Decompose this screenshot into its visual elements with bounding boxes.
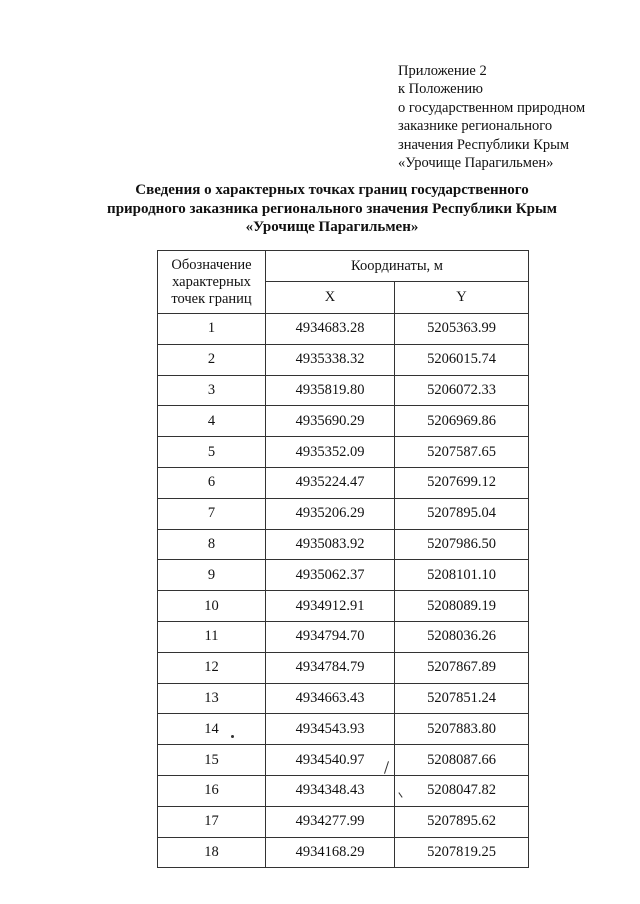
y-coordinate-cell: 5207895.04 [395,498,529,529]
table-row [158,498,529,529]
point-number-cell: 14 [158,714,266,745]
point-number-cell: 16 [158,775,266,806]
appendix-line: заказнике регионального [398,118,553,135]
y-coordinate-cell: 5208036.26 [395,621,529,652]
x-coordinate-cell: 4934683.28 [266,314,395,345]
y-coordinate-cell: 5208101.10 [395,560,529,591]
point-number-cell: 17 [158,806,266,837]
y-coordinate-cell: 5207986.50 [395,529,529,560]
x-coordinate-cell: 4934543.93 [266,714,395,745]
x-coordinate-cell: 4934540.97 [266,745,395,776]
table-row [158,314,529,345]
point-number-cell: 9 [158,560,266,591]
table-body [158,314,529,868]
y-coordinate-cell: 5208087.66 [395,745,529,776]
point-number-cell: 18 [158,837,266,868]
y-coordinate-cell: 5207867.89 [395,652,529,683]
x-coordinate-cell: 4934663.43 [266,683,395,714]
y-coordinate-cell: 5208047.82 [395,775,529,806]
x-coordinate-cell: 4935062.37 [266,560,395,591]
table-row [158,437,529,468]
x-coordinate-cell: 4935819.80 [266,375,395,406]
table-row [158,406,529,437]
table-row [158,714,529,745]
x-coordinate-cell: 4934912.91 [266,591,395,622]
point-number-cell: 15 [158,745,266,776]
x-header: X [266,282,395,314]
appendix-line: Приложение 2 [398,63,487,79]
table-row [158,775,529,806]
table-row [158,837,529,868]
appendix-line: «Урочище Парагильмен» [398,155,554,172]
x-coordinate-cell: 4935224.47 [266,467,395,498]
scan-speck [231,735,234,738]
table-row [158,652,529,683]
appendix-line: значения Республики Крым [398,136,570,153]
table-row [158,591,529,622]
x-coordinate-cell: 4934784.79 [266,652,395,683]
x-coordinate-cell: 4935352.09 [266,437,395,468]
table-row [158,529,529,560]
point-number-cell: 4 [158,406,266,437]
x-coordinate-cell: 4935206.29 [266,498,395,529]
document-title [0,181,640,237]
y-coordinate-cell: 5205363.99 [395,314,529,345]
y-coordinate-cell: 5207587.65 [395,437,529,468]
table-row [158,344,529,375]
y-coordinate-cell: 5207895.62 [395,806,529,837]
point-number-cell: 5 [158,437,266,468]
y-coordinate-cell: 5206969.86 [395,406,529,437]
y-coordinate-cell: 5207699.12 [395,467,529,498]
point-number-cell: 1 [158,314,266,345]
x-coordinate-cell: 4934348.43 [266,775,395,806]
point-number-cell: 13 [158,683,266,714]
table-row [158,683,529,714]
table-row [158,621,529,652]
table-row [158,806,529,837]
x-coordinate-cell: 4935083.92 [266,529,395,560]
table-row [158,560,529,591]
table-row [158,745,529,776]
point-number-cell: 8 [158,529,266,560]
title-line: «Урочище Парагильмен» [245,219,419,235]
x-coordinate-cell: 4935338.32 [266,344,395,375]
point-number-cell: 3 [158,375,266,406]
y-header: Y [395,282,529,314]
title-line: природного заказника регионального значения Республики Крым [107,200,557,217]
table-row [158,375,529,406]
appendix-line: к Положению [398,81,483,98]
y-coordinate-cell: 5206015.74 [395,344,529,375]
appendix-note [398,62,585,172]
point-number-cell: 10 [158,591,266,622]
header-row [158,251,529,282]
point-number-cell: 7 [158,498,266,529]
point-number-cell: 6 [158,467,266,498]
y-coordinate-cell: 5208089.19 [395,591,529,622]
x-coordinate-cell: 4934168.29 [266,837,395,868]
y-coordinate-cell: 5207851.24 [395,683,529,714]
x-coordinate-cell: 4934794.70 [266,621,395,652]
coordinates-header: Координаты, м [266,251,529,282]
y-coordinate-cell: 5206072.33 [395,375,529,406]
title-line: Сведения о характерных точках границ государственного [135,182,529,198]
x-coordinate-cell: 4935690.29 [266,406,395,437]
y-coordinate-cell: 5207819.25 [395,837,529,868]
table-row [158,467,529,498]
coordinates-table [157,250,529,868]
point-number-cell: 2 [158,344,266,375]
point-number-cell: 11 [158,621,266,652]
point-label-header: Обозначение характерных точек границ [158,251,266,314]
appendix-line: о государственном природном [398,99,586,116]
y-coordinate-cell: 5207883.80 [395,714,529,745]
point-number-cell: 12 [158,652,266,683]
x-coordinate-cell: 4934277.99 [266,806,395,837]
